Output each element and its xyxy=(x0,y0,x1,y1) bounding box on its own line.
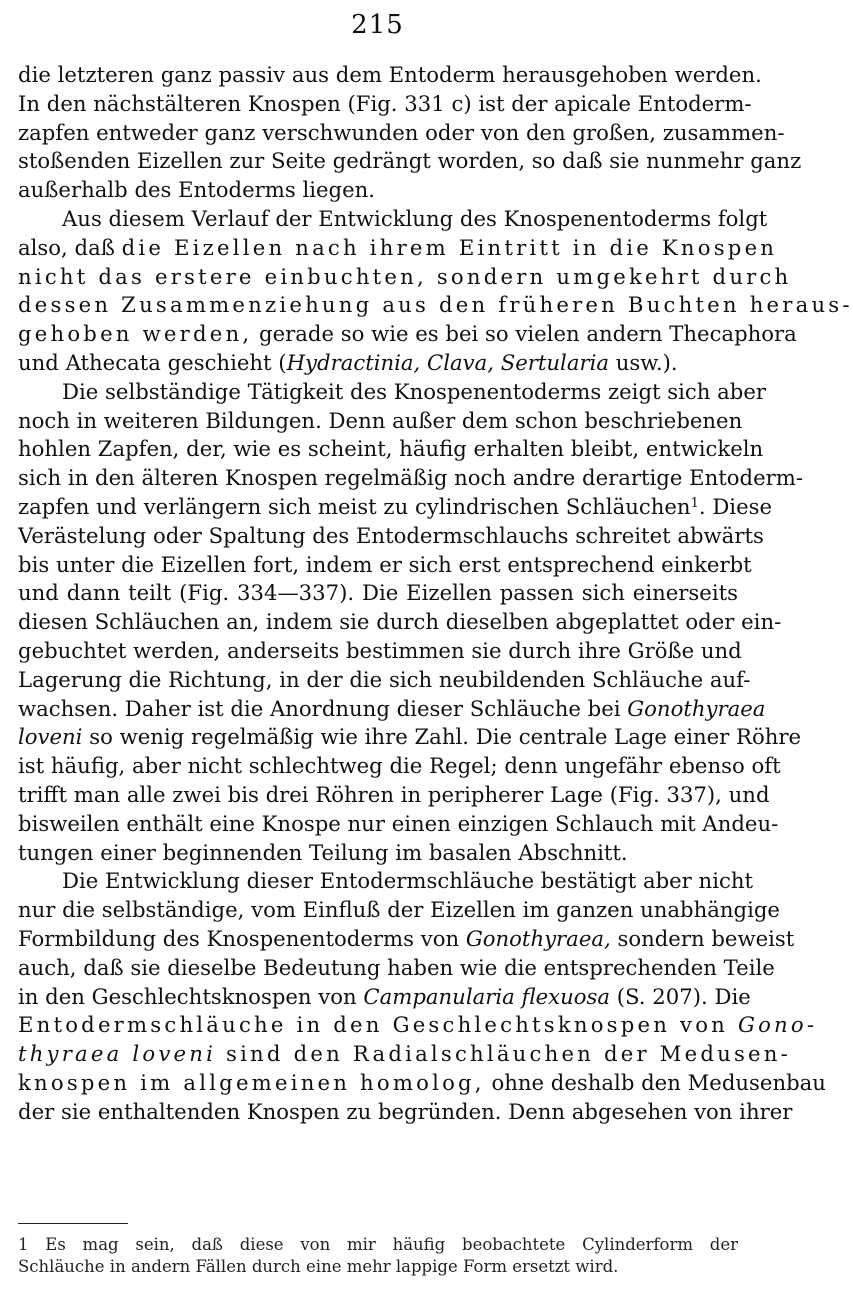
text-run: so wenig regelmäßig wie ihre Zahl. Die centrale Lage einer Röhre xyxy=(82,724,802,750)
text-line xyxy=(18,1069,826,1098)
footnote-rule xyxy=(18,1223,128,1224)
text-line: Lagerung die Richtung, in der die sich neubildenden Schläuche auf- xyxy=(18,666,751,692)
spaced-emphasis: die Eizellen nach ihrem Eintritt in die Knospen xyxy=(121,234,778,260)
text-line: bisweilen enthält eine Knospe nur einen einzigen Schlauch mit Andeu- xyxy=(18,810,779,836)
paragraph-4 xyxy=(18,867,826,1126)
text-line: Die selbständige Tätigkeit des Knospenentoderms zeigt sich aber xyxy=(62,378,767,404)
text-line: auch, daß sie dieselbe Bedeutung haben wie die entsprechenden Teile xyxy=(18,954,775,980)
text-line: trifft man alle zwei bis drei Röhren in peripherer Lage (Fig. 337), und xyxy=(18,781,770,807)
text-run: Entodermschläuche in den Geschlechtsknospen von xyxy=(18,1012,738,1038)
text-run: in den Geschlechtsknospen von xyxy=(18,983,364,1009)
italic-taxa: loveni xyxy=(18,724,83,750)
text-run: und Athecata geschieht ( xyxy=(18,349,287,375)
text-line: stoßenden Eizellen zur Seite gedrängt worden, so daß sie nunmehr ganz xyxy=(18,148,802,174)
italic-taxa: thyraea loveni xyxy=(18,1041,217,1067)
spaced-emphasis-line xyxy=(18,1040,791,1069)
italic-taxa: Hydractinia, Clava, Sertularia xyxy=(286,349,609,375)
page-number: 215 xyxy=(351,10,404,40)
text-line: diesen Schläuchen an, indem sie durch dieselben abgeplattet oder ein- xyxy=(18,609,782,635)
text-line: Die Entwicklung dieser Entodermschläuche bestätigt aber nicht xyxy=(62,868,753,894)
text-line xyxy=(18,925,795,954)
text-line: tungen einer beginnenden Teilung im basalen Abschnitt. xyxy=(18,839,628,865)
text-line: hohlen Zapfen, der, wie es scheint, häufig erhalten bleibt, entwickeln xyxy=(18,436,764,462)
text-line: bis unter die Eizellen fort, indem er sich erst entsprechend einkerbt xyxy=(18,551,752,577)
text-line: und dann teilt (Fig. 334—337). Die Eizellen passen sich einerseits xyxy=(18,580,738,606)
text-run: usw.). xyxy=(609,349,678,375)
text-run: zapfen und verlängern sich meist zu cylindrischen Schläuchen xyxy=(18,493,691,519)
paragraph-2 xyxy=(18,205,853,378)
spaced-emphasis: gehoben werden, xyxy=(18,321,253,347)
text-line xyxy=(18,983,751,1012)
spaced-emphasis: knospen im allgemeinen homolog, xyxy=(18,1069,485,1095)
text-line xyxy=(18,320,797,349)
text-line: die letzteren ganz passiv aus dem Entoderm herausgehoben werden. xyxy=(18,62,762,87)
text-run: . Diese xyxy=(698,493,773,519)
italic-taxa: Gono- xyxy=(737,1012,818,1038)
italic-taxa: Gonothyraea, xyxy=(465,925,611,951)
footnote-line: Schläuche in andern Fällen durch eine mehr lappige Form ersetzt wird. xyxy=(18,1257,619,1276)
text-line: der sie enthaltenden Knospen zu begründen. Denn abgesehen von ihrer xyxy=(18,1098,793,1124)
footnote xyxy=(18,1234,738,1278)
text-run: Formbildung des Knospenentoderms von xyxy=(18,925,466,951)
text-line xyxy=(18,493,773,522)
text-line: gebuchtet werden, anderseits bestimmen sie durch ihre Größe und xyxy=(18,637,742,663)
italic-taxa: Gonothyraea xyxy=(627,695,766,721)
footnote-marker: 1 xyxy=(690,495,699,511)
text-run: gerade so wie es bei so vielen andern Thecaphora xyxy=(252,321,797,347)
footnote-line: 1 Es mag sein, daß diese von mir häufig beobachtete Cylinderform der xyxy=(18,1235,738,1254)
text-run: sind den Radialschläuchen der Medusen- xyxy=(216,1041,791,1067)
paragraph-1 xyxy=(18,61,802,205)
text-run: sondern beweist xyxy=(610,925,795,951)
italic-taxa: Campanularia flexuosa xyxy=(363,983,611,1009)
text-line xyxy=(18,695,766,724)
body-text xyxy=(18,61,853,1126)
text-run: also, daß xyxy=(18,234,122,260)
text-line: sich in den älteren Knospen regelmäßig noch andre derartige Entoderm- xyxy=(18,465,803,491)
text-line: zapfen entweder ganz verschwunden oder von den großen, zusammen- xyxy=(18,119,785,145)
text-line: In den nächstälteren Knospen (Fig. 331 c) ist der apicale Entoderm- xyxy=(18,90,752,116)
spaced-emphasis-line: nicht das erstere einbuchten, sondern umgekehrt durch xyxy=(18,263,792,289)
text-line: Verästelung oder Spaltung des Entodermschlauchs schreitet abwärts xyxy=(18,522,764,548)
text-run: ohne deshalb den Medusenbau xyxy=(484,1069,826,1095)
text-line: nur die selbständige, vom Einfluß der Eizellen im ganzen unabhängige xyxy=(18,897,780,923)
text-line: Aus diesem Verlauf der Entwicklung des Knospenentoderms folgt xyxy=(62,205,768,231)
text-line xyxy=(18,349,738,378)
text-line: ist häufig, aber nicht schlechtweg die Regel; denn ungefähr ebenso oft xyxy=(18,753,781,779)
text-line: außerhalb des Entoderms liegen. xyxy=(18,177,376,203)
spaced-emphasis-line: dessen Zusammenziehung aus den früheren Buchten heraus- xyxy=(18,292,853,318)
spaced-emphasis-line xyxy=(18,1011,818,1040)
text-line xyxy=(18,234,778,263)
text-line: noch in weiteren Bildungen. Denn außer dem schon beschriebenen xyxy=(18,407,743,433)
text-run: (S. 207). Die xyxy=(610,983,751,1009)
text-line xyxy=(18,723,802,752)
paragraph-3 xyxy=(18,378,803,868)
text-run: wachsen. Daher ist die Anordnung dieser Schläuche bei xyxy=(18,695,628,721)
